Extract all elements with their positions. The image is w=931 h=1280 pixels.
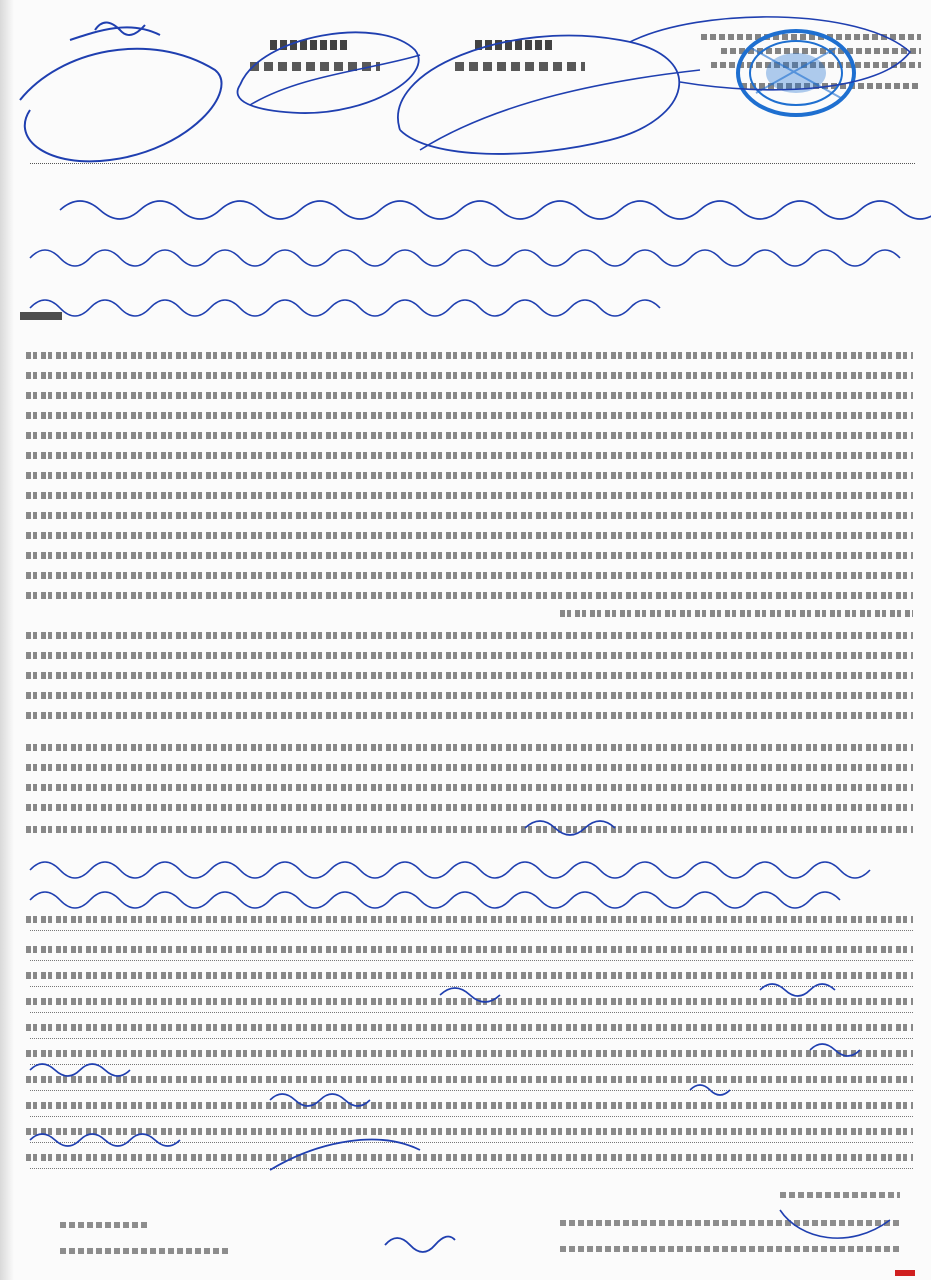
typed-line xyxy=(26,632,913,639)
typed-line xyxy=(26,826,913,833)
handwritten-line xyxy=(20,882,913,912)
typed-line xyxy=(26,512,913,519)
typed-line xyxy=(26,552,913,559)
typed-line xyxy=(26,572,913,579)
handwritten-line xyxy=(20,852,913,882)
typed-line xyxy=(26,532,913,539)
typed-line xyxy=(26,784,913,791)
row-divider xyxy=(30,930,913,931)
handwritten-line xyxy=(20,240,913,270)
typed-line xyxy=(26,352,913,359)
handwritten-line xyxy=(20,290,913,320)
typed-line xyxy=(26,592,913,599)
typed-line xyxy=(26,652,913,659)
section-label xyxy=(20,312,62,320)
typed-line xyxy=(26,764,913,771)
red-mark xyxy=(895,1270,915,1276)
typed-line xyxy=(26,712,913,719)
field-row xyxy=(26,916,913,923)
typed-line xyxy=(26,432,913,439)
typed-line xyxy=(26,744,913,751)
typed-line xyxy=(26,692,913,699)
footer-line xyxy=(780,1192,900,1198)
header-divider xyxy=(30,163,915,164)
footer-line xyxy=(60,1248,230,1254)
footer-line xyxy=(60,1222,150,1228)
handwritten-field-entries xyxy=(20,960,900,1180)
typed-line xyxy=(26,804,913,811)
handwritten-line xyxy=(20,190,913,220)
typed-line xyxy=(26,392,913,399)
footer-signature-right xyxy=(770,1200,900,1260)
signature-scribble-right xyxy=(620,12,920,102)
typed-line xyxy=(26,412,913,419)
typed-line xyxy=(26,372,913,379)
footer-signature xyxy=(380,1225,460,1255)
signature-scribble-left xyxy=(0,10,240,170)
field-row xyxy=(26,946,913,953)
typed-line xyxy=(560,610,913,617)
typed-line xyxy=(26,472,913,479)
typed-line xyxy=(26,452,913,459)
handwritten-annotation xyxy=(520,808,640,838)
typed-line xyxy=(26,492,913,499)
typed-line xyxy=(26,672,913,679)
